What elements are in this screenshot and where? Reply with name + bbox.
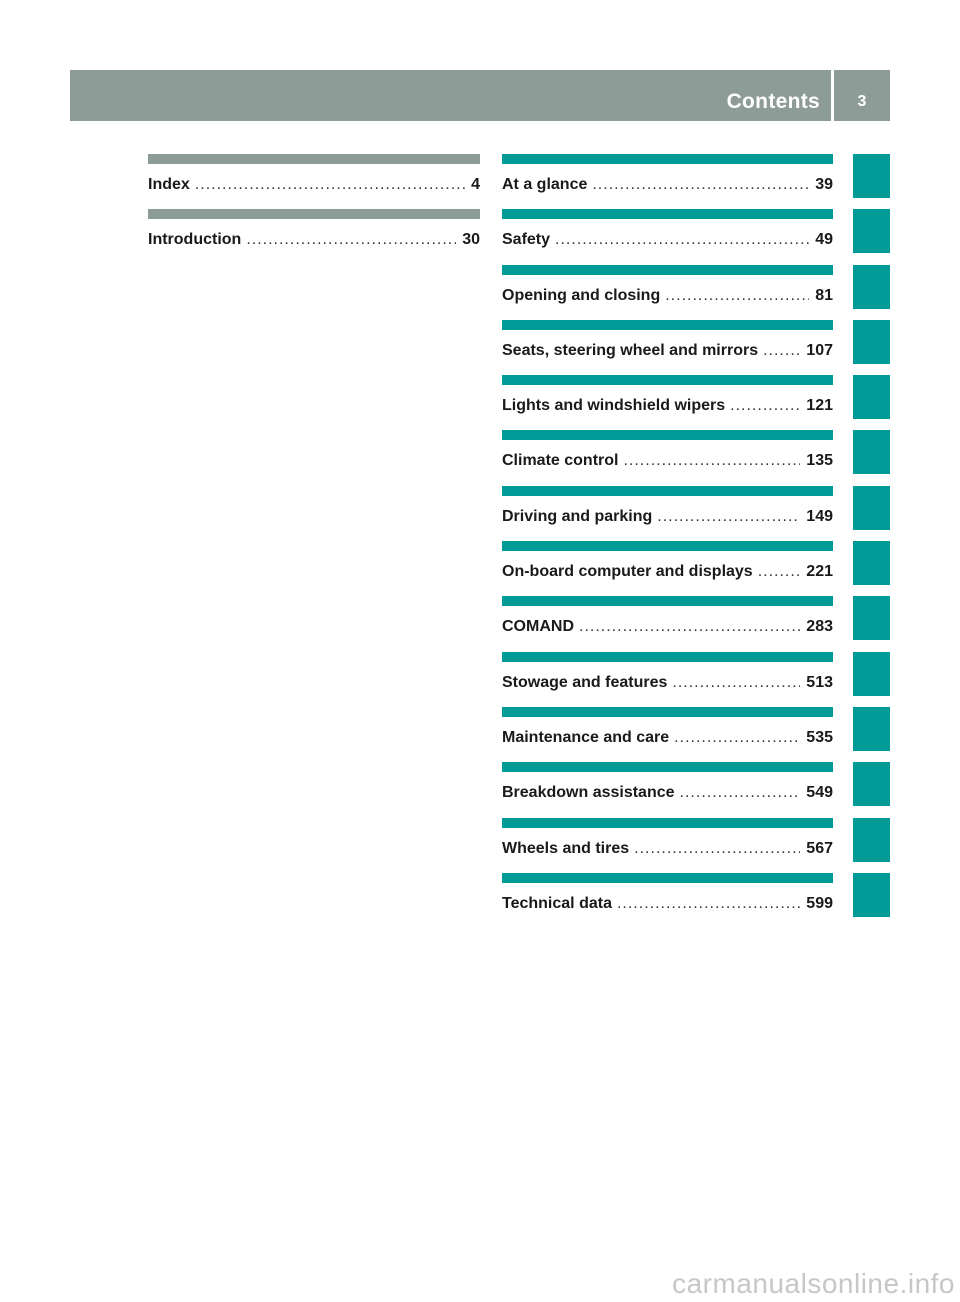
dot-leader [657,508,800,526]
toc-entry-label: Technical data [502,894,612,912]
chapter-tab[interactable] [853,762,890,806]
chapter-tab[interactable] [853,541,890,585]
chapter-tab[interactable] [853,430,890,474]
toc-entry-page: 221 [806,563,833,581]
toc-entry-label: Climate control [502,452,619,470]
toc-entry-page: 49 [815,231,833,249]
toc-entry-opening-and-closing[interactable] [502,265,833,320]
dot-leader [680,784,801,802]
chapter-tab[interactable] [853,486,890,530]
section-rule [502,154,833,164]
toc-left-column [148,154,480,265]
chapter-tab[interactable] [853,265,890,309]
toc-entry-label: Seats, steering wheel and mirrors [502,341,759,359]
toc-entry-technical-data[interactable] [502,873,833,928]
toc-entry-page: 535 [806,728,833,746]
dot-leader [730,397,800,415]
toc-entry-comand[interactable] [502,596,833,651]
toc-entry-page: 30 [462,231,480,249]
section-rule [502,707,833,717]
section-rule [148,209,480,219]
toc-entry-page: 513 [806,673,833,691]
chapter-tab[interactable] [853,873,890,917]
dot-leader [763,342,800,360]
toc-entry-label: Index [148,176,190,193]
section-rule [502,375,833,385]
toc-entry-label: Stowage and features [502,673,668,691]
toc-entry-page: 121 [806,397,833,415]
watermark-text: carmanualsonline.info [672,1268,955,1299]
dot-leader [672,674,800,692]
page-title: Contents [726,90,820,113]
toc-entry-label: Wheels and tires [502,839,630,857]
toc-entry-lights-and-wipers[interactable] [502,375,833,430]
toc-entry-breakdown-assistance[interactable] [502,762,833,817]
toc-entry-at-a-glance[interactable] [502,154,833,209]
section-rule [502,320,833,330]
toc-entry-page: 81 [815,286,833,304]
toc-entry-introduction[interactable] [148,209,480,264]
toc-entry-driving-and-parking[interactable] [502,486,833,541]
toc-right-column [502,154,833,928]
toc-entry-label: Breakdown assistance [502,784,675,802]
chapter-tab[interactable] [853,707,890,751]
section-rule [502,265,833,275]
toc-entry-climate-control[interactable] [502,430,833,485]
chapter-tab[interactable] [853,652,890,696]
toc-entry-page: 549 [806,784,833,802]
page-header [70,70,890,121]
toc-entry-page: 149 [806,507,833,525]
toc-entry-page: 135 [806,452,833,470]
chapter-tab[interactable] [853,596,890,640]
toc-entry-page: 599 [806,894,833,912]
toc-entry-label: Introduction [148,231,242,249]
toc-entry-label: Maintenance and care [502,728,670,746]
toc-entry-label: Driving and parking [502,507,653,525]
dot-leader [617,895,800,913]
dot-leader [758,563,801,581]
toc-entry-page: 39 [815,176,833,193]
chapter-tab-strip [853,154,890,928]
dot-leader [195,176,465,194]
dot-leader [634,840,800,858]
toc-entry-page: 107 [806,341,833,359]
toc-entry-label: On-board computer and displays [502,563,753,581]
toc-entry-page: 567 [806,839,833,857]
section-rule [502,486,833,496]
toc-entry-label: Opening and closing [502,286,661,304]
dot-leader [674,729,800,747]
toc-entry-page: 4 [471,176,480,193]
chapter-tab[interactable] [853,154,890,198]
toc-entry-label: Lights and windshield wipers [502,397,726,415]
dot-leader [623,452,800,470]
toc-entry-label: At a glance [502,176,588,193]
dot-leader [579,618,800,636]
section-rule [502,430,833,440]
toc-entry-safety[interactable] [502,209,833,264]
page-number: 3 [857,93,867,110]
dot-leader [592,176,809,194]
toc-entry-stowage-and-features[interactable] [502,652,833,707]
dot-leader [246,231,456,249]
section-rule [502,541,833,551]
section-rule [502,873,833,883]
section-rule [502,652,833,662]
section-rule [502,762,833,772]
toc-entry-onboard-computer[interactable] [502,541,833,596]
section-rule [148,154,480,164]
toc-entry-label: Safety [502,231,551,249]
chapter-tab[interactable] [853,818,890,862]
toc-entry-index[interactable] [148,154,480,209]
chapter-tab[interactable] [853,209,890,253]
toc-entry-seats-steering-mirrors[interactable] [502,320,833,375]
section-rule [502,596,833,606]
dot-leader [665,287,809,305]
section-rule [502,818,833,828]
section-rule [502,209,833,219]
toc-entry-wheels-and-tires[interactable] [502,818,833,873]
toc-entry-label: COMAND [502,618,574,636]
dot-leader [555,231,809,249]
chapter-tab[interactable] [853,320,890,364]
chapter-tab[interactable] [853,375,890,419]
toc-entry-maintenance-and-care[interactable] [502,707,833,762]
toc-entry-page: 283 [806,618,833,636]
